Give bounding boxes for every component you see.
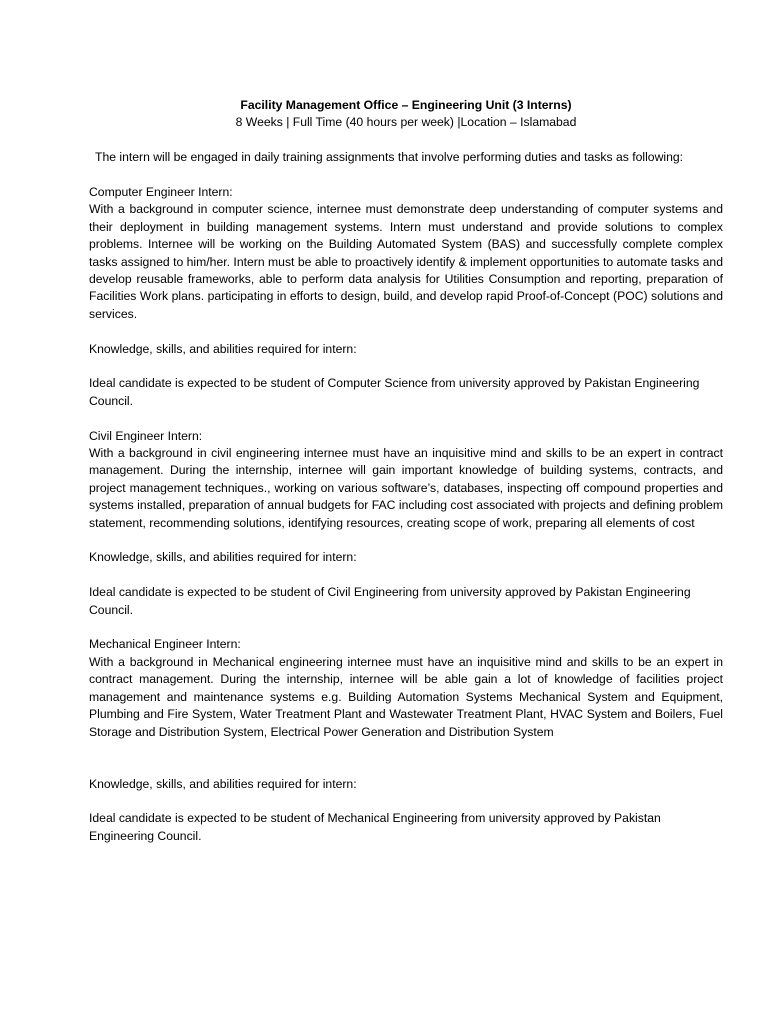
document-subtitle: 8 Weeks | Full Time (40 hours per week) |Location – Islamabad [235, 115, 577, 130]
document-title: Facility Management Office – Engineering Unit (3 Interns) [240, 98, 572, 112]
ideal-candidate-mechanical: Ideal candidate is expected to be student of Mechanical Engineering from university approved by Pakistan Engineering Council. [89, 811, 661, 843]
section-body-mechanical: With a background in Mechanical engineering internee must have an inquisitive mind and skills to be an expert in contract management. During the internship, internee will be able gain a lot of knowledge of facilities project management and maintenance systems e.g. Building Automation Systems Mechanical System and Equipment, Plumbing and Fire System, Water Treatment Plant and Wastewater Treatment Plant, HVAC System and Boilers, Fuel Storage and Distribution System, Electrical Power Generation and Distribution System [89, 654, 723, 739]
ksa-label-mechanical: Knowledge, skills, and abilities required for intern: [89, 776, 357, 791]
section-heading-civil: Civil Engineer Intern: [89, 428, 203, 443]
ideal-candidate-civil: Ideal candidate is expected to be student of Civil Engineering from university approved by Pakistan Engineering Council. [89, 585, 691, 617]
section-heading-computer: Computer Engineer Intern: [89, 185, 233, 199]
ksa-label-computer: Knowledge, skills, and abilities required for intern: [89, 341, 357, 356]
section-body-civil: With a background in civil engineering internee must have an inquisitive mind and skills to be an expert in contract management. During the internship, internee will gain important knowledge of building systems, contracts, and project management techniques., working on various software’s, databases, inspecting off compound properties and systems installed, preparation of annual budgets for FAC including cost associated with projects and defining problem statement, recommending solutions, identifying resources, creating scope of work, preparing all elements of cost [89, 446, 723, 530]
spacer [89, 758, 723, 775]
ksa-label-civil: Knowledge, skills, and abilities required for intern: [89, 550, 357, 565]
ideal-candidate-computer: Ideal candidate is expected to be student of Computer Science from university approved by Pakistan Engineering Council. [89, 376, 700, 408]
intro-paragraph: The intern will be engaged in daily training assignments that involve performing duties and tasks as following: [95, 150, 684, 165]
section-heading-mechanical: Mechanical Engineer Intern: [89, 637, 241, 652]
section-body-computer: With a background in computer science, internee must demonstrate deep understanding of computer systems and their deployment in building management systems. Intern must understand and provide solutions to complex problems. Internee will be working on the Building Automated System (BAS) and successfully complete complex tasks assigned to him/her. Intern must be able to proactively identify & implement opportunities to automate tasks and develop reusable frameworks, able to perform data analysis for Utilities Consumption and reporting, preparation of Facilities Work plans. participating in efforts to design, build, and develop rapid Proof-of-Concept (POC) solutions and services. [89, 202, 723, 321]
document-page [89, 97, 723, 863]
